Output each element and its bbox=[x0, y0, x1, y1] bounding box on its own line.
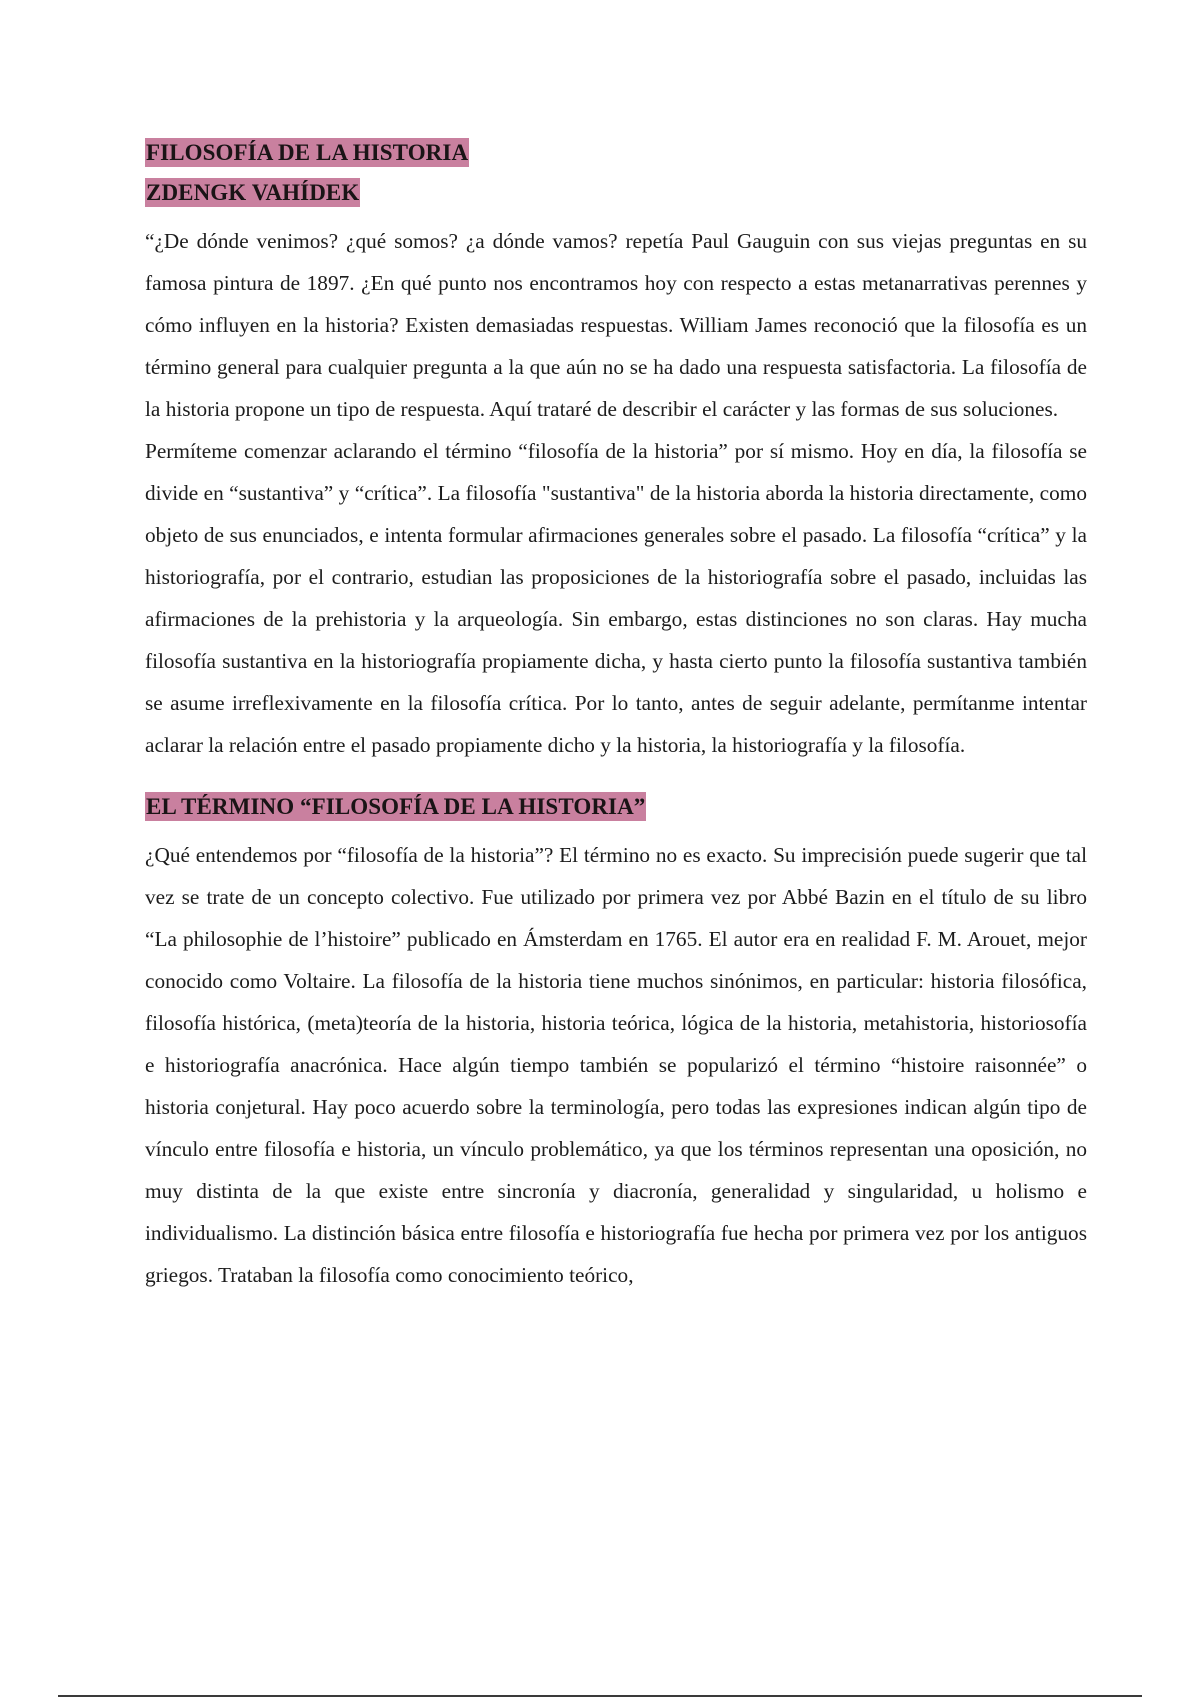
section-heading: EL TÉRMINO “FILOSOFÍA DE LA HISTORIA” bbox=[146, 794, 646, 819]
document-page bbox=[145, 138, 1087, 1296]
intro-paragraph-2: Permíteme comenzar aclarando el término “filosofía de la historia” por sí mismo. Hoy en día, la filosofía se divide en “sustantiva” y “crítica”. La filosofía "sustantiva" de la historia aborda la historia directamente, como objeto de sus enunciados, e intenta formular afirmaciones generales sobre el pasado. La filosofía “crítica” y la historiografía, por el contrario, estudian las proposiciones de la historiografía sobre el pasado, incluidas las afirmaciones de la prehistoria y la arqueología. Sin embargo, estas distinciones no son claras. Hay mucha filosofía sustantiva en la historiografía propiamente dicha, y hasta cierto punto la filosofía sustantiva también se asume irreflexivamente en la filosofía crítica. Por lo tanto, antes de seguir adelante, permítanme intentar aclarar la relación entre el pasado propiamente dicho y la historia, la historiografía y la filosofía. bbox=[145, 439, 1087, 757]
section-heading-line bbox=[145, 792, 1087, 834]
document-author: ZDENGK VAHÍDEK bbox=[146, 180, 360, 205]
section-paragraph: ¿Qué entendemos por “filosofía de la historia”? El término no es exacto. Su imprecisión puede sugerir que tal vez se trate de un concepto colectivo. Fue utilizado por primera vez por Abbé Bazin en el título de su libro “La philosophie de l’histoire” publicado en Ámsterdam en 1765. El autor era en realidad F. M. Arouet, mejor conocido como Voltaire. La filosofía de la historia tiene muchos sinónimos, en particular: historia filosófica, filosofía histórica, (meta)teoría de la historia, historia teórica, lógica de la historia, metahistoria, historiosofía e historiografía anacrónica. Hace algún tiempo también se popularizó el término “histoire raisonnée” o historia conjetural. Hay poco acuerdo sobre la terminología, pero todas las expresiones indican algún tipo de vínculo entre filosofía e historia, un vínculo problemático, ya que los términos representan una oposición, no muy distinta de la que existe entre sincronía y diacronía, generalidad y singularidad, u holismo e individualismo. La distinción básica entre filosofía e historiografía fue hecha por primera vez por los antiguos griegos. Trataban la filosofía como conocimiento teórico, bbox=[145, 843, 1087, 1287]
title-line bbox=[145, 138, 1087, 178]
bottom-rule bbox=[58, 1695, 1142, 1697]
author-line bbox=[145, 178, 1087, 220]
document-title: FILOSOFÍA DE LA HISTORIA bbox=[146, 140, 469, 165]
intro-paragraph-1: “¿De dónde venimos? ¿qué somos? ¿a dónde vamos? repetía Paul Gauguin con sus viejas preguntas en su famosa pintura de 1897. ¿En qué punto nos encontramos hoy con respecto a estas metanarrativas perennes y cómo influyen en la historia? Existen demasiadas respuestas. William James reconoció que la filosofía es un término general para cualquier pregunta a la que aún no se ha dado una respuesta satisfactoria. La filosofía de la historia propone un tipo de respuesta. Aquí trataré de describir el carácter y las formas de sus soluciones. bbox=[145, 229, 1087, 421]
